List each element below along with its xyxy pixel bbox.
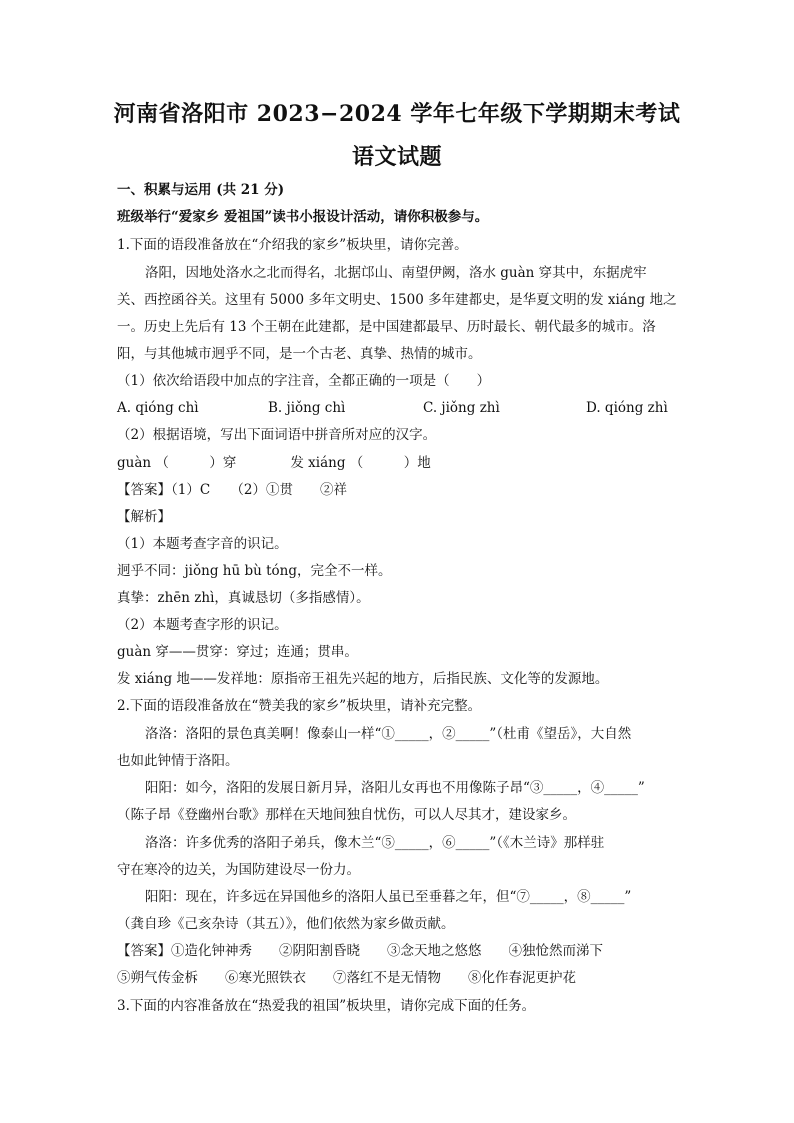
section-heading: 一、积累与运用 (共 21 分) xyxy=(117,182,285,198)
passage-line: 洛阳，因地处洛水之北而得名，北据邙山、南望伊阙，洛水 guàn 穿其中，东据虎牢 xyxy=(145,265,647,281)
dialogue-line: 洛洛：许多优秀的洛阳子弟兵，像木兰“⑤_____，⑥_____”（《木兰诗》那样驻 xyxy=(145,835,605,851)
dialogue-line: 也如此钟情于洛阳。 xyxy=(117,753,239,769)
sub-question-1: （1）依次给语段中加点的字注音，全都正确的一项是（ ） xyxy=(117,373,491,389)
dialogue-line: 阳阳：如今，洛阳的发展日新月异，洛阳儿女再也不用像陈子昂“③_____，④_____” xyxy=(145,780,645,796)
analysis-line: 迥乎不同：jiǒng hū bù tóng，完全不一样。 xyxy=(117,563,392,579)
question-2-stem: 2.下面的语段准备放在“赞美我的家乡”板块里，请补充完整。 xyxy=(117,698,482,714)
analysis-line: （1）本题考查字音的识记。 xyxy=(117,536,288,552)
page-title: 河南省洛阳市 2023−2024 学年七年级下学期期末考试 xyxy=(113,101,681,127)
dialogue-line: （龚自珍《己亥杂诗（其五）》，他们依然为家乡做贡献。 xyxy=(117,916,455,932)
question-3-stem: 3.下面的内容准备放在“热爱我的祖国”板块里，请你完成下面的任务。 xyxy=(117,998,536,1014)
dialogue-line: 守在寒冷的边关，为国防建设尽一份力。 xyxy=(117,862,360,878)
answer-line: ⑤朔气传金柝 ⑥寒光照铁衣 ⑦落红不是无情物 ⑧化作春泥更护花 xyxy=(117,970,576,986)
sub-question-2: （2）根据语境，写出下面词语中拼音所对应的汉字。 xyxy=(117,427,437,443)
analysis-line: 真挚：zhēn zhì，真诚恳切（多指感情）。 xyxy=(117,590,370,606)
analysis-title: 【解析】 xyxy=(117,509,171,525)
dialogue-line: 洛洛：洛阳的景色真美啊！像泰山一样“①_____，②_____”（杜甫《望岳》，大自然 xyxy=(145,726,632,742)
option-a: A. qióng chì xyxy=(117,400,199,416)
option-c: C. jiǒng zhì xyxy=(423,400,500,416)
question-1-stem: 1.下面的语段准备放在“介绍我的家乡”板块里，请你完善。 xyxy=(117,237,468,253)
option-d: D. qióng zhì xyxy=(586,400,668,416)
passage-line: 阳，与其他城市迥乎不同，是一个古老、真挚、热情的城市。 xyxy=(117,346,482,362)
passage-line: 关、西控函谷关。这里有 5000 多年文明史、1500 多年建都史，是华夏文明的发 xiáng 地之 xyxy=(117,292,677,308)
section-intro: 班级举行“爱家乡 爱祖国”读书小报设计活动，请你积极参与。 xyxy=(117,209,489,225)
analysis-line: 发 xiáng 地——发祥地：原指帝王祖先兴起的地方，后指民族、文化等的发源地。 xyxy=(117,671,609,687)
page-subtitle: 语文试题 xyxy=(351,144,442,170)
answer-line: 【答案】①造化钟神秀 ②阴阳割昏晓 ③念天地之悠悠 ④独怆然而涕下 xyxy=(117,943,603,959)
analysis-line: guàn 穿——贯穿：穿过；连通；贯串。 xyxy=(117,644,358,660)
dialogue-line: （陈子昂《登幽州台歌》那样在天地间独自忧伤，可以人尽其才，建设家乡。 xyxy=(117,807,576,823)
option-b: B. jiǒng chì xyxy=(268,400,346,416)
analysis-line: （2）本题考查字形的识记。 xyxy=(117,617,288,633)
dialogue-line: 阳阳：现在，许多远在异国他乡的洛阳人虽已至垂暮之年，但“⑦_____，⑧_____” xyxy=(145,889,632,905)
passage-line: 一。历史上先后有 13 个王朝在此建都，是中国建都最早、历时最长、朝代最多的城市。洛 xyxy=(117,319,656,335)
fill-blank-line: guàn （ ）穿 发 xiáng （ ）地 xyxy=(117,455,431,471)
answer-line: 【答案】（1）C （2）①贯 ②祥 xyxy=(117,482,348,498)
